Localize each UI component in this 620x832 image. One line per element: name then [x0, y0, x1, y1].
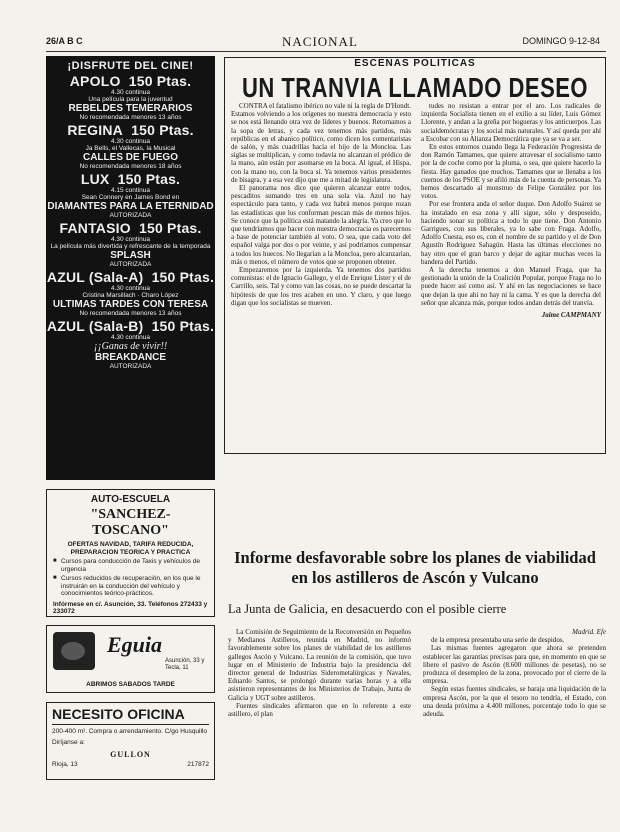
news-column	[228, 628, 411, 784]
news-body	[228, 628, 606, 784]
article-column	[421, 102, 601, 450]
page-number: 26/A B C	[46, 36, 83, 46]
ad-heading: NECESITO OFICINA	[52, 706, 209, 725]
cinema-listing	[46, 221, 215, 268]
movie-note: Una película para la juventud	[88, 96, 173, 103]
movie-title: ULTIMAS TARDES CON TERESA	[52, 299, 209, 310]
header-rule	[46, 51, 606, 52]
ad-body: 200-400 m². Compra o arrendamiento. C/go Husquillo	[52, 728, 207, 735]
ad-item: ■ Cursos reducidos de recuperación, en los que le instruirán en la conducción del vehículo y conocimientos teórico-prácticos.	[53, 575, 208, 598]
paragraph: Fuentes sindicales afirmaron que en lo referente a este astillero, el plan	[228, 701, 411, 719]
paragraph: A la derecha tenemos a don Manuel Fraga, que ha gestionado la unión de la Coalición Popular, porque Fraga no lo puede hacer así como así. Y ahí en las negociaciones se hace que dejan la que ahí no hay ni la cama. Y es que la derecha del señor que alcanza más, porque todos andan detrás del tranvía.	[421, 266, 601, 307]
paragraph: Empezaremos por la izquierda. Ya tenemos dos partidos comunistas: el de Ignacio Gallego, y el de Enrique Líster y el de Carrillo, seis. Tal y como van las cosas, no se puede descartar la hipótesis de que los tres acaben en uno. Y claro, y que luego digan que los socialistas se mueven.	[231, 266, 411, 307]
movie-title: CALLES DE FUEGO	[82, 152, 178, 163]
ad-illustration	[53, 632, 95, 670]
paragraph: Las mismas fuentes agregaron que ahora se pretenden establecer las garantías precisas para que, en momento en que se libere el pasivo de Ascón (8.600 millones de pesetas), no se produzca el desempleo de la zona, provocado por el cierre de la empresa.	[423, 644, 606, 686]
article-kicker: ESCENAS POLITICAS	[354, 58, 476, 69]
theater-name: AZUL (Sala-A) 150 Ptas.	[46, 269, 215, 285]
show-time: 4.30 continua	[110, 236, 151, 243]
issue-date: DOMINGO 9-12-84	[522, 36, 600, 46]
news-column	[423, 628, 606, 784]
movie-title: BREAKDANCE	[94, 352, 167, 363]
news-subtitle: La Junta de Galicia, en desacuerdo con el posible cierre	[228, 602, 507, 616]
movie-rating: AUTORIZADA	[109, 261, 152, 268]
cinema-listing	[46, 123, 215, 170]
ad-contact-label: Diríjanse a:	[52, 738, 85, 746]
office-wanted-ad	[46, 702, 215, 780]
ad-offer: OFERTAS NAVIDAD, TARIFA REDUCIDA, PREPARACION TEORICA Y PRACTICA	[67, 541, 194, 556]
theater-name: APOLO 150 Ptas.	[69, 73, 192, 89]
show-time: 4.30 continua	[110, 89, 151, 96]
paragraph: tudes no resistan a entrar por el aro. Los radicales de izquierda Socialista tienen en el exilio a su líder, Luis Gómez Llorente, y andan a la greña por hogueras y los anticuerpos. Las socialdemócratas y los social más naturales. Y así queda por ahí a Escobar con su Alianza Democrática que ya se va a ser.	[421, 102, 601, 143]
paragraph: CONTRA el fatalismo ibérico no vale ni la regla de D'Hondt. Estamos volviendo a los orígenes no nuestra democracia y esto se nos está llenando otra vez de líderes y buenos. Retornamos a la sopa de letras, y cada vez tenemos más partidos, más repúblicas en el abanico político, como dicen los comentaristas de salón, y más cuadrillas hacia el hijo de la Moncloa. Las siglas se multiplican, y como todavía no alcanzan el prédico de la mano, aún están por asomarse en la boca. Al igual, el Hispa, con la mano no, con la boca sí. Ya tenemos varios presidentes de bisagra, y a esa vez dijo que me a mitad de legislatura.	[231, 102, 411, 184]
article-column	[231, 102, 411, 450]
movie-rating: No recomendada menores 18 años	[79, 163, 182, 170]
page-header	[46, 36, 606, 50]
cinema-listing	[46, 172, 215, 219]
ad-heading: AUTO-ESCUELA	[90, 494, 171, 505]
ad-brand: "SANCHEZ-TOSCANO"	[90, 507, 171, 538]
show-time: 4.30 continua	[110, 138, 151, 145]
theater-name: FANTASIO 150 Ptas.	[59, 220, 202, 236]
eguia-logo: Eguia	[107, 632, 163, 657]
ad-contact: Infórmese en c/. Asunción, 33. Teléfonos 272433 y 233072	[53, 600, 208, 615]
news-headline: Informe desfavorable sobre los planes de viabilidad en los astilleros de Ascón y Vulcano	[234, 548, 596, 587]
eguia-ad	[46, 625, 215, 693]
eguia-address: Asunción, 33 y Tecla, 11	[165, 658, 205, 671]
movie-note: La película más divertida y refrescante de la temporada	[50, 243, 211, 250]
movie-note: Sean Connery en James Bond en	[81, 194, 180, 201]
cinema-listing	[46, 319, 215, 370]
paragraph: de la empresa presentaba una serie de despidos.	[431, 636, 565, 645]
show-time: 4.15 continua	[110, 187, 151, 194]
eguia-hours: ABRIMOS SABADOS TARDE	[86, 681, 175, 688]
article-body	[231, 102, 601, 450]
cinema-listing	[46, 74, 215, 121]
paragraph: El panorama nos dice que quieren alcanzar entre todos, pescaditos sumando tres en una sola vía. Azul no hay espectáculo para tanto, y cada vez habrá menos porque rozan las estadísticas que los conforman pescan más de menos hijos. Se conoce que la política está matando la alegría. Ya creo que lo que tendríamos que hacer con nuestra democracia es parecernos a base de potenciar también al voto. O sea, que cada voto del español valga por dos o por veinte, y así podríamos compensar a todos los huecos. No llegarían a la Moncloa, pero alcanzarían, más o menos, el número de votos que se proponen obtener.	[231, 184, 411, 266]
cinema-ad	[46, 56, 215, 480]
theater-name: REGINA 150 Ptas.	[67, 122, 194, 138]
author-signature: Jaime CAMPMANY	[541, 311, 601, 320]
movie-rating: AUTORIZADA	[109, 363, 152, 370]
driving-school-ad	[46, 489, 215, 617]
movie-title: DIAMANTES PARA LA ETERNIDAD	[47, 201, 214, 212]
dateline: Madrid. Efe	[572, 628, 606, 636]
paragraph: Según estas fuentes sindicales, se baraja una liquidación de la empresa Ascón, por la que el tesoro no tendría, el Estado, con una deuda próxima a 4.400 millones, porcentaje todo lo que se adeuda.	[423, 685, 606, 719]
article-headline: UN TRANVIA LLAMADO DESEO	[241, 72, 589, 104]
column-article	[224, 57, 606, 454]
show-time: 4.30 continua	[110, 334, 151, 341]
paragraph: La Comisión de Seguimiento de la Reconversión en Pequeños y Medianos Astilleros, reunida en Madrid, no informó favorablemente sobre los planes de viabilidad de los astilleros gallegos Ascón y Vulcano. La reunión de la comisión, que tuvo lugar en el Ministerio de Industria bajo la presidencia del director general de Industrias Siderometalúrgicas y Navales, Eduardo Santos, se prolongó durante varias horas y a ella asistieron representantes de los Ministerios de Trabajo, Junta de Galicia y UGT sobre astilleros.	[228, 628, 411, 702]
section-title: NACIONAL	[282, 34, 358, 49]
paragraph: Por ese frontera anda el señor duque. Don Adolfo Suárez se ha instalado en esa zona y allí sigue, sólo y desposeído, haciendo sonar su política a todo lo que tiene. Don Antonio Garrigues, con sus liberales, ya lo sabe con Fraga. Adolfo, Adolfo Cuesta, eso es, con el nombre de su partido y el de Don Agustín Rodríguez Sahagún. Hasta las últimas elecciones no hay otro que el gran barco y dejar de agitar muchas veces la bandera del Partido.	[421, 200, 601, 266]
ad-address: Rioja, 13	[52, 761, 78, 768]
show-time: 4.30 continua	[110, 285, 151, 292]
movie-rating: No recomendada menores 13 años	[79, 310, 182, 317]
movie-rating: No recomendada menores 13 años	[79, 114, 182, 121]
cinema-listing	[46, 270, 215, 317]
ad-phone: 217872	[187, 761, 209, 768]
paragraph: En estos entornos cuando llega la Federación Progresista de don Ramón Tamames, que quiere atravesar el socialismo tanto por la de coche como por la pluma, o sea, que quiere hacerlo la fiesta. Hay ganados que muchos. Tamames que se llenaba a los cuernos de los PSOE y se afiló más de la cuenta de personas. Ya hemos descartado al monstruo de Felipe González por los votos.	[421, 143, 601, 201]
ad-item: ■ Cursos para conducción de Taxis y vehículos de urgencia	[53, 558, 208, 573]
theater-name: LUX 150 Ptas.	[80, 171, 181, 187]
movie-note: Cristina Marsillach · Charo López	[82, 292, 179, 299]
movie-rating: AUTORIZADA	[109, 212, 152, 219]
ad-contact-name: GULLON	[110, 750, 151, 759]
movie-note: Ja Bells, el Vallecas, la Musical	[85, 145, 176, 152]
movie-title: REBELDES TEMERARIOS	[68, 103, 193, 114]
movie-note: ¡¡Ganas de vivir!!	[93, 341, 168, 352]
cinema-ad-title: ¡DISFRUTE DEL CINE!	[67, 60, 194, 72]
ad-contact-row	[52, 761, 209, 768]
theater-name: AZUL (Sala-B) 150 Ptas.	[46, 318, 215, 334]
movie-title: SPLASH	[110, 250, 151, 261]
